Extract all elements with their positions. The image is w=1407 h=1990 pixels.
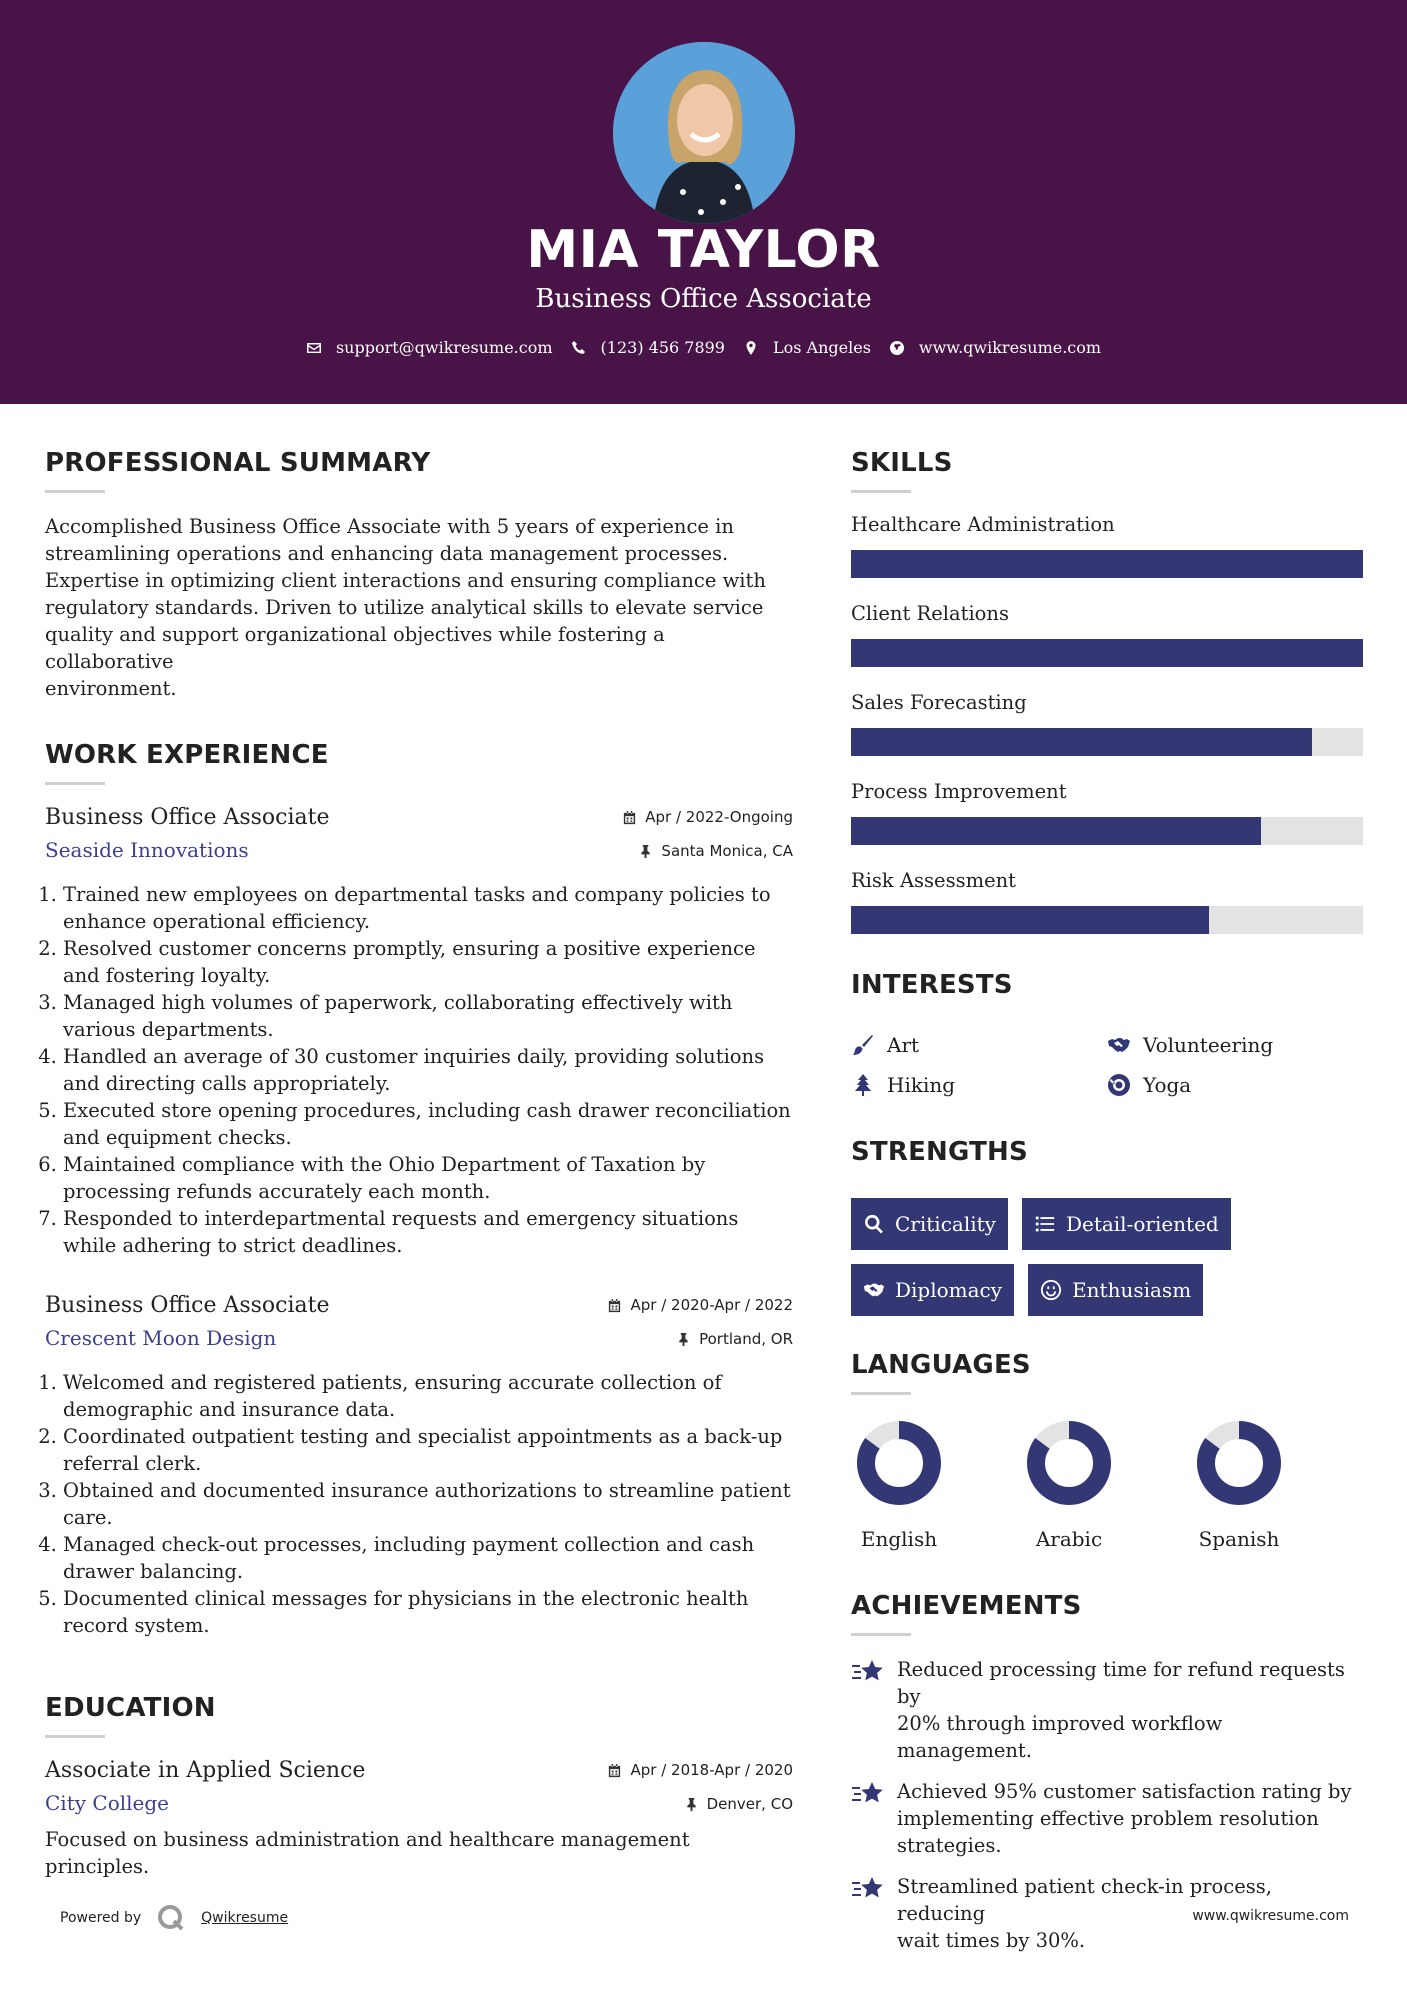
pushpin-icon xyxy=(684,1797,699,1812)
job-role: Business Office Associate xyxy=(45,1293,330,1318)
language-item xyxy=(1191,1415,1287,1551)
achievement-line: strategies. xyxy=(897,1834,1002,1857)
job-dates: Apr / 2022-Ongoing xyxy=(645,808,793,826)
list-item: 5. Executed store opening procedures, including cash drawer reconciliation and equipment checks. xyxy=(63,1097,793,1151)
strength-tag xyxy=(1022,1198,1231,1250)
calendar-icon xyxy=(622,810,637,825)
skill-bar-fill xyxy=(851,550,1363,578)
section-title: STRENGTHS xyxy=(851,1137,1028,1167)
achievement-line: Streamlined patient check-in process, reducing xyxy=(897,1875,1272,1925)
achievement-line: Reduced processing time for refund requests by xyxy=(897,1658,1345,1708)
degree-name: Associate in Applied Science xyxy=(45,1758,366,1783)
section-divider xyxy=(45,782,105,785)
section-divider xyxy=(851,1179,911,1182)
job-duties xyxy=(45,1369,793,1639)
skill-bar-fill xyxy=(851,639,1363,667)
globe-icon xyxy=(889,340,905,356)
section-divider xyxy=(851,490,911,493)
calendar-icon xyxy=(607,1298,622,1313)
phone-icon xyxy=(571,340,587,356)
skill-label: Process Improvement xyxy=(851,780,1067,803)
powered-by-label: Powered by xyxy=(60,1910,142,1926)
qwikresume-logo-icon xyxy=(155,1902,187,1934)
section-title: SKILLS xyxy=(851,448,953,478)
skills-list xyxy=(851,513,1363,934)
skill-label: Sales Forecasting xyxy=(851,691,1027,714)
pushpin-icon xyxy=(638,844,653,859)
education-section xyxy=(45,1693,793,1880)
email-text: support@qwikresume.com xyxy=(335,338,553,357)
profile-photo xyxy=(613,42,795,224)
skills-section xyxy=(851,448,1363,934)
section-divider xyxy=(851,1012,911,1015)
strength-label: Enthusiasm xyxy=(1072,1278,1192,1302)
pushpin-icon xyxy=(676,1332,691,1347)
summary-line: Accomplished Business Office Associate with 5 years of experience in xyxy=(45,515,734,538)
job-role: Business Office Associate xyxy=(45,805,330,830)
contact-bar xyxy=(0,338,1407,357)
experience-section xyxy=(45,740,793,1639)
achievement-item xyxy=(851,1778,1363,1859)
section-title: EDUCATION xyxy=(45,1693,216,1723)
skill-bar-fill xyxy=(851,906,1209,934)
skill-bar-fill xyxy=(851,728,1312,756)
contact-website[interactable] xyxy=(889,338,1101,357)
skill-item xyxy=(851,513,1363,578)
skill-label: Client Relations xyxy=(851,602,1009,625)
job-company: Seaside Innovations xyxy=(45,838,249,862)
interest-label: Hiking xyxy=(887,1073,956,1097)
language-item xyxy=(1021,1415,1117,1551)
strength-label: Diplomacy xyxy=(895,1278,1003,1302)
section-divider xyxy=(45,1735,105,1738)
shooting-star-icon xyxy=(851,1780,885,1810)
skill-bar xyxy=(851,906,1363,934)
left-column xyxy=(45,448,793,1880)
job-company: Crescent Moon Design xyxy=(45,1326,277,1350)
languages-list xyxy=(851,1415,1363,1551)
summary-line: environment. xyxy=(45,677,177,700)
section-title: WORK EXPERIENCE xyxy=(45,740,329,770)
list-item: 2. Resolved customer concerns promptly, ensuring a positive experience and fostering loyalty. xyxy=(63,935,793,989)
strength-tag xyxy=(851,1198,1008,1250)
achievement-line: implementing effective problem resolution xyxy=(897,1807,1319,1830)
skill-item xyxy=(851,869,1363,934)
skill-label: Risk Assessment xyxy=(851,869,1017,892)
skill-label: Healthcare Administration xyxy=(851,513,1115,536)
skill-item xyxy=(851,691,1363,756)
brand-link[interactable]: Qwikresume xyxy=(201,1910,289,1926)
candidate-title: Business Office Associate xyxy=(535,284,872,314)
location-text: Los Angeles xyxy=(772,338,871,357)
lifering-icon xyxy=(1107,1073,1131,1097)
achievement-text xyxy=(897,1656,1363,1764)
interest-item xyxy=(1107,1033,1363,1057)
website-text: www.qwikresume.com xyxy=(918,338,1102,357)
interest-item xyxy=(851,1033,1107,1057)
language-donut xyxy=(1191,1415,1287,1511)
right-column xyxy=(851,448,1363,1968)
smile-icon xyxy=(1040,1279,1062,1301)
strengths-list xyxy=(851,1198,1363,1316)
interest-item xyxy=(851,1073,1107,1097)
resume-header xyxy=(0,0,1407,404)
job-location: Portland, OR xyxy=(699,1330,793,1348)
list-item: 4. Handled an average of 30 customer inquiries daily, providing solutions and directing calls appropriately. xyxy=(63,1043,793,1097)
search-icon xyxy=(863,1213,885,1235)
strengths-section xyxy=(851,1137,1363,1316)
paintbrush-icon xyxy=(851,1033,875,1057)
list-item: 1. Trained new employees on departmental tasks and company policies to enhance operational efficiency. xyxy=(63,881,793,935)
language-label: English xyxy=(860,1527,938,1551)
achievement-item xyxy=(851,1656,1363,1764)
section-divider xyxy=(45,490,105,493)
job-entry xyxy=(45,805,793,1259)
achievement-line: Achieved 95% customer satisfaction rating by xyxy=(897,1780,1352,1803)
strength-label: Criticality xyxy=(895,1212,996,1236)
summary-text xyxy=(45,513,793,702)
skill-item xyxy=(851,602,1363,667)
avatar-illustration xyxy=(613,42,795,224)
skill-bar xyxy=(851,728,1363,756)
page-footer xyxy=(0,1890,1407,1940)
education-description: Focused on business administration and healthcare management principles. xyxy=(45,1828,690,1878)
candidate-name: MIA TAYLOR xyxy=(526,220,881,280)
list-item: 4. Managed check-out processes, including payment collection and cash drawer balancing. xyxy=(63,1531,793,1585)
summary-line: quality and support organizational objectives while fostering a collaborative xyxy=(45,623,665,673)
interests-list xyxy=(851,1033,1363,1097)
contact-location xyxy=(743,338,871,357)
list-item: 3. Obtained and documented insurance authorizations to streamline patient care. xyxy=(63,1477,793,1531)
list-item: 2. Coordinated outpatient testing and specialist appointments as a back-up referral clerk. xyxy=(63,1423,793,1477)
interest-label: Volunteering xyxy=(1143,1033,1274,1057)
skill-bar xyxy=(851,550,1363,578)
language-label: Spanish xyxy=(1198,1527,1280,1551)
phone-text: (123) 456 7899 xyxy=(600,338,725,357)
section-title: ACHIEVEMENTS xyxy=(851,1591,1082,1621)
interest-label: Art xyxy=(887,1033,920,1057)
interest-label: Yoga xyxy=(1143,1073,1192,1097)
list-item: 1. Welcomed and registered patients, ensuring accurate collection of demographic and insurance data. xyxy=(63,1369,793,1423)
language-label: Arabic xyxy=(1035,1527,1103,1551)
job-duties xyxy=(45,881,793,1259)
strength-tag xyxy=(851,1264,1014,1316)
skill-bar xyxy=(851,639,1363,667)
section-title: PROFESSIONAL SUMMARY xyxy=(45,448,431,478)
section-divider xyxy=(851,1633,911,1636)
job-dates: Apr / 2020-Apr / 2022 xyxy=(630,1296,793,1314)
strength-tag xyxy=(1028,1264,1203,1316)
summary-line: streamlining operations and enhancing data management processes. xyxy=(45,542,729,565)
list-item: 6. Maintained compliance with the Ohio Department of Taxation by processing refunds accurately each month. xyxy=(63,1151,793,1205)
language-donut xyxy=(1021,1415,1117,1511)
summary-line: Expertise in optimizing client interactions and ensuring compliance with xyxy=(45,569,766,592)
list-item: 3. Managed high volumes of paperwork, collaborating effectively with various departments. xyxy=(63,989,793,1043)
handshake-icon xyxy=(863,1279,885,1301)
powered-by xyxy=(60,1902,288,1934)
school-name: City College xyxy=(45,1791,170,1815)
list-icon xyxy=(1034,1213,1056,1235)
skill-item xyxy=(851,780,1363,845)
tree-icon xyxy=(851,1073,875,1097)
education-dates: Apr / 2018-Apr / 2020 xyxy=(630,1761,793,1779)
language-item xyxy=(851,1415,947,1551)
list-item: 5. Documented clinical messages for physicians in the electronic health record system. xyxy=(63,1585,793,1639)
interest-item xyxy=(1107,1073,1363,1097)
handshake-icon xyxy=(1107,1033,1131,1057)
section-divider xyxy=(851,1392,911,1395)
summary-line: regulatory standards. Driven to utilize analytical skills to elevate service xyxy=(45,596,764,619)
map-pin-icon xyxy=(743,340,759,356)
achievement-line: 20% through improved workflow management. xyxy=(897,1712,1223,1762)
footer-website[interactable]: www.qwikresume.com xyxy=(1192,1908,1349,1924)
shooting-star-icon xyxy=(851,1658,885,1688)
education-location: Denver, CO xyxy=(706,1795,793,1813)
list-item: 7. Responded to interdepartmental requests and emergency situations while adhering to strict deadlines. xyxy=(63,1205,793,1259)
languages-section xyxy=(851,1350,1363,1551)
section-title: LANGUAGES xyxy=(851,1350,1031,1380)
skill-bar xyxy=(851,817,1363,845)
envelope-icon xyxy=(306,340,322,356)
interests-section xyxy=(851,970,1363,1097)
language-donut xyxy=(851,1415,947,1511)
section-title: INTERESTS xyxy=(851,970,1013,1000)
contact-email[interactable] xyxy=(306,338,553,357)
achievement-text xyxy=(897,1778,1352,1859)
job-location: Santa Monica, CA xyxy=(661,842,793,860)
achievement-line: wait times by 30%. xyxy=(897,1929,1086,1952)
contact-phone[interactable] xyxy=(571,338,725,357)
strength-label: Detail-oriented xyxy=(1065,1212,1219,1236)
skill-bar-fill xyxy=(851,817,1261,845)
job-entry xyxy=(45,1293,793,1639)
summary-section xyxy=(45,448,793,702)
calendar-icon xyxy=(607,1763,622,1778)
